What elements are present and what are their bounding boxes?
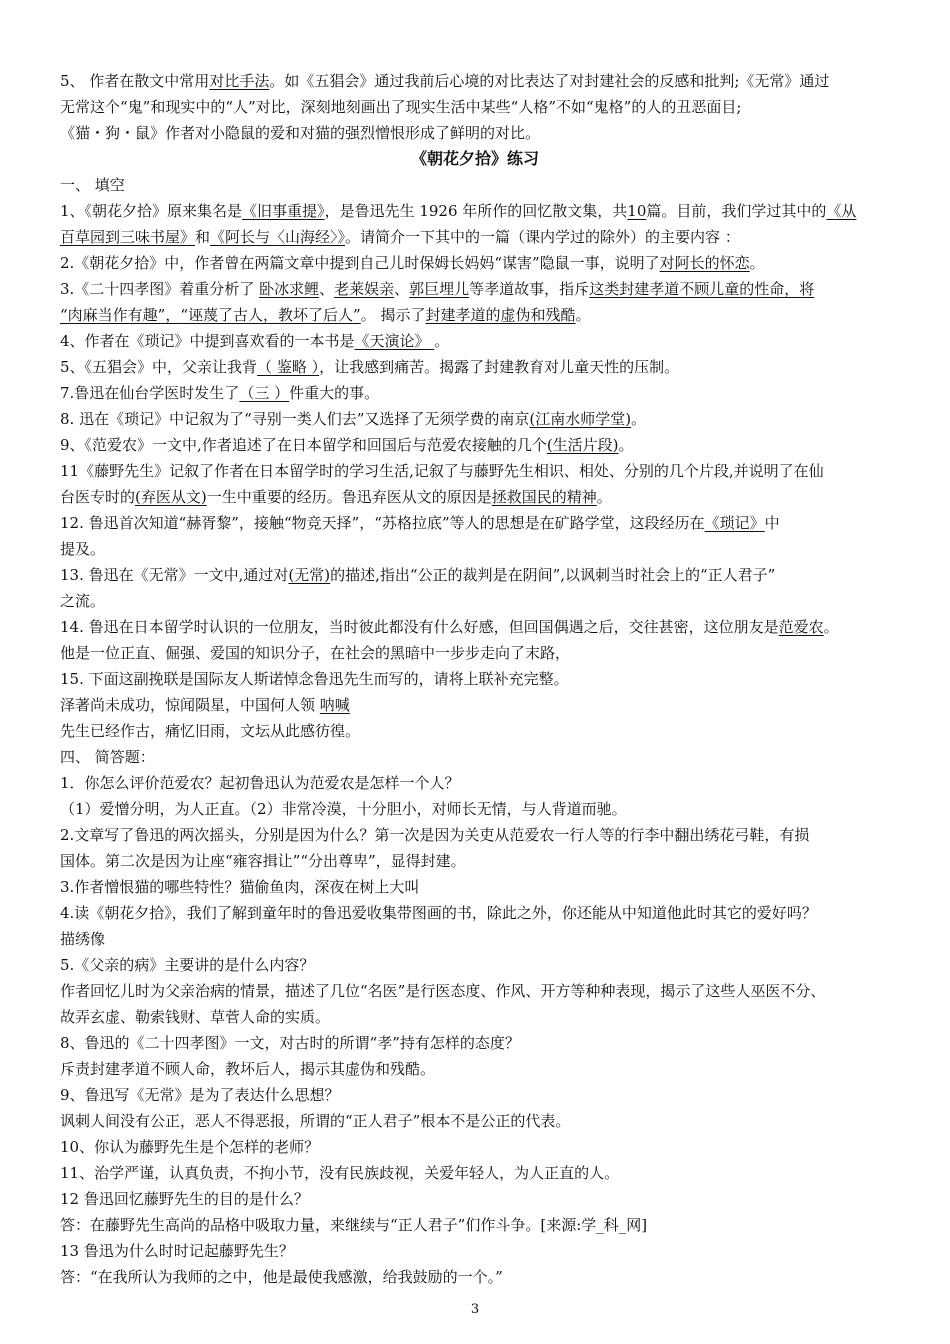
exercise-title: 《朝花夕拾》练习 (410, 149, 539, 168)
underlined-answer: （ 鉴略 ） (257, 358, 320, 376)
underlined-answer: 范爱农 (778, 618, 824, 636)
underlined-answer: (江南水师学堂) (529, 410, 632, 428)
short-answer-5-question: 5.《父亲的病》主要讲的是什么内容？ (60, 956, 315, 974)
underlined-answer: 对比手法 (209, 72, 270, 90)
page-number: 3 (470, 1302, 480, 1317)
question-13-line-1 (60, 562, 906, 588)
text-span: 。 (596, 488, 612, 506)
short-answer-13-question: 13 鲁迅为什么时时记起藤野先生？ (60, 1242, 294, 1260)
short-answer-8-answer: 斥责封建孝道不顾人命，教坏后人，揭示其虚伪和残酷。 (60, 1060, 436, 1078)
text-span: 篇。目前，我们学过其中的 (646, 202, 827, 220)
question-15-line-1: 15. 下面这副挽联是国际友人斯诺悼念鲁迅先生而写的，请将上联补充完整。 (60, 670, 569, 688)
question-8 (60, 406, 906, 432)
underlined-answer: 百草园到三味书屋》 (60, 228, 196, 246)
section-heading-1: 一、 填空 (60, 176, 125, 194)
question-2 (60, 250, 906, 276)
short-answer-9-question: 9、鲁迅写《无常》是为了表达什么思想？ (60, 1086, 340, 1104)
text-span: 9、《范爱农》一文中,作者追述了在日本留学和回国后与范爱农接触的几个 (60, 436, 547, 454)
text-span: 。 揭示了 (360, 306, 426, 324)
short-answer-4-answer: 描绣像 (60, 930, 106, 948)
text-span: 。 (823, 618, 839, 636)
text-span: ，让我感到痛苦。揭露了封建教育对儿童天性的压制。 (319, 358, 680, 376)
fill-in-section (60, 172, 906, 1290)
question-1-line-2 (60, 224, 906, 250)
text-span: 件重大的事。 (289, 384, 380, 402)
short-answer-13-answer: 答：“在我所认为我师的之中，他是最使我感激，给我鼓励的一个。” (60, 1268, 503, 1286)
question-15-line-2 (60, 692, 906, 718)
text-span: ，是鲁迅先生 1926 年所作的回忆散文集，共 (324, 202, 628, 220)
short-answer-12-answer: 答：在藤野先生高尚的品格中吸取力量，来继续与“正人君子”们作斗争。[来源:学_科_网] (60, 1216, 648, 1234)
text-span: 。 (631, 410, 647, 428)
question-11-line-2 (60, 484, 906, 510)
underlined-answer: 这类封建孝道不顾儿童的性命，将 (589, 280, 815, 298)
intro-line-3: 《猫・狗・鼠》作者对小隐鼠的爱和对猫的强烈憎恨形成了鲜明的对比。 (60, 124, 541, 142)
underlined-answer: (弃医从文) (135, 488, 207, 506)
text-span: 12. 鲁迅首次知道“赫胥黎”，接触“物竞天择”，“苏格拉底”等人的思想是在矿路学堂，这段经历在 (60, 514, 705, 532)
question-9 (60, 432, 906, 458)
text-span: 中 (764, 514, 780, 532)
text-span: 等孝道故事，指斥 (469, 280, 590, 298)
underlined-answer: 封建孝道的虚伪和残酷 (425, 306, 576, 324)
intro-line-1 (60, 68, 906, 94)
short-answer-4-question: 4.读《朝花夕拾》，我们了解到童年时的鲁迅爱收集带图画的书，除此之外，你还能从中知道他此时其它的爱好吗？ (60, 904, 817, 922)
underlined-answer: 《琐记》 (704, 514, 765, 532)
text-span: 3.《二十四孝图》着重分析了 (60, 280, 260, 298)
question-4 (60, 328, 906, 354)
underlined-answer: 《阿长与〈山海经〉》 (210, 228, 346, 246)
text-span: 。请简介一下其中的一篇（课内学过的除外）的主要内容 ： (345, 228, 740, 246)
text-span: 4、作者在《琐记》中提到喜欢看的一本书是 (60, 332, 355, 350)
text-span: 。 (575, 306, 591, 324)
underlined-answer: 老莱娱亲 (334, 280, 395, 298)
short-answer-12-question: 12 鲁迅回忆藤野先生的目的是什么？ (60, 1190, 309, 1208)
short-answer-2-line-2: 国体。第二次是因为让座“雍容揖让”“分出尊卑”，显得封建。 (60, 852, 466, 870)
question-12-line-2: 提及。 (60, 540, 106, 558)
underlined-answer: 呐喊 (319, 696, 350, 714)
question-13-line-2: 之流。 (60, 592, 106, 610)
underlined-answer: 《天演论》 (354, 332, 435, 350)
text-span: 5、《五猖会》中，父亲让我背 (60, 358, 258, 376)
section-heading-4: 四、 简答题： (60, 748, 155, 766)
short-answer-9-answer: 讽刺人间没有公正，恶人不得恶报，所谓的“正人君子”根本不是公正的代表。 (60, 1112, 571, 1130)
underlined-answer: 10 (627, 202, 647, 220)
underlined-answer: (无常) (288, 566, 331, 584)
question-14-line-1 (60, 614, 906, 640)
text-span: 8. 迅在《琐记》中记叙为了“寻别一类人们去”又选择了无须学费的南京 (60, 410, 530, 428)
text-span: 、 (394, 280, 410, 298)
short-answer-11: 11、治学严谨，认真负责，不拘小节，没有民族歧视，关爱年轻人，为人正直的人。 (60, 1164, 620, 1182)
underlined-answer: (生活片段) (546, 436, 619, 454)
intro-line-2: 无常这个“鬼”和现实中的“人”对比，深刻地刻画出了现实生活中某些“人格”不如“鬼格”的人的丑恶面目; (60, 98, 742, 116)
text-span: 13. 鲁迅在《无常》一文中,通过对 (60, 566, 289, 584)
short-answer-1-answer: （1）爱憎分明，为人正直。（2）非常冷漠，十分胆小，对师长无情，与人背道而驰。 (60, 800, 627, 818)
question-11-line-1: 11《藤野先生》记叙了作者在日本留学时的学习生活,记叙了与藤野先生相识、相处、分别的几个片段,并说明了在仙 (60, 462, 824, 480)
question-3-line-2 (60, 302, 906, 328)
short-answer-8-question: 8、鲁迅的《二十四孝图》一文，对古时的所谓“孝”持有怎样的态度？ (60, 1034, 520, 1052)
question-3-line-1 (60, 276, 906, 302)
text-span: 台医专时的 (60, 488, 136, 506)
underlined-answer: “肉麻当作有趣”，“诬蔑了古人，教坏了后人” (60, 306, 361, 324)
underlined-answer: 郭巨埋儿 (409, 280, 470, 298)
underlined-answer: 对阿长的怀恋 (659, 254, 750, 272)
intro-paragraph (60, 68, 906, 146)
question-12-line-1 (60, 510, 906, 536)
question-7 (60, 380, 906, 406)
text-span: 。 (618, 436, 634, 454)
underlined-answer: 《旧事重提》 (242, 202, 325, 220)
text-span: 、 (319, 280, 335, 298)
text-span: 泽著尚未成功，惊闻陨星，中国何人领 (60, 696, 320, 714)
short-answer-2-line-1: 2.文章写了鲁迅的两次摇头，分别是因为什么？第一次是因为关吏从范爱农一行人等的行李中翻出绣花弓鞋，有损 (60, 826, 810, 844)
underlined-answer: 拯救国民的精神 (491, 488, 597, 506)
text-span: 7.鲁迅在仙台学医时发生了 (60, 384, 240, 402)
question-1-line-1 (60, 198, 906, 224)
text-span: 的描述,指出“公正的裁判是在阴间”,以讽刺当时社会上的“正人君子” (330, 566, 776, 584)
short-answer-3: 3.作者憎恨猫的哪些特性？猫偷鱼肉，深夜在树上大叫 (60, 878, 420, 896)
text-span: 。 (434, 332, 450, 350)
text-span: 和 (195, 228, 211, 246)
text-span: 14. 鲁迅在日本留学时认识的一位朋友，当时彼此都没有什么好感，但回国偶遇之后，交往甚密，这位朋友是 (60, 618, 779, 636)
question-5 (60, 354, 906, 380)
text-span: 。如《五猖会》通过我前后心境的对比表达了对封建社会的反感和批判;《无常》通过 (269, 72, 830, 90)
short-answer-1-question: 1．你怎么评价范爱农？起初鲁迅认为范爱农是怎样一个人？ (60, 774, 460, 792)
short-answer-5-answer-2: 故弄玄虚、勒索钱财、草菅人命的实质。 (60, 1008, 331, 1026)
text-span: 5、 作者在散文中常用 (60, 72, 210, 90)
text-span: 。 (749, 254, 765, 272)
short-answer-10-question: 10、你认为藤野先生是个怎样的老师？ (60, 1138, 320, 1156)
text-span: 2.《朝花夕拾》中，作者曾在两篇文章中提到自己儿时保姆长妈妈“谋害”隐鼠一事，说明了 (60, 254, 660, 272)
question-15-line-3: 先生已经作古，痛忆旧雨，文坛从此感彷徨。 (60, 722, 361, 740)
short-answer-5-answer-1: 作者回忆儿时为父亲治病的情景，描述了几位“名医”是行医态度、作风、开方等种种表现，揭示了这些人巫医不分、 (60, 982, 826, 1000)
question-14-line-2: 他是一位正直、倔强、爱国的知识分子，在社会的黑暗中一步步走向了末路， (60, 644, 571, 662)
text-span: 1、《朝花夕拾》原来集名是 (60, 202, 243, 220)
underlined-answer: （三 ） (239, 384, 290, 402)
text-span: 一生中重要的经历。鲁迅弃医从文的原因是 (206, 488, 492, 506)
underlined-answer: 《从 (826, 202, 857, 220)
underlined-answer: 卧冰求鲤 (259, 280, 320, 298)
